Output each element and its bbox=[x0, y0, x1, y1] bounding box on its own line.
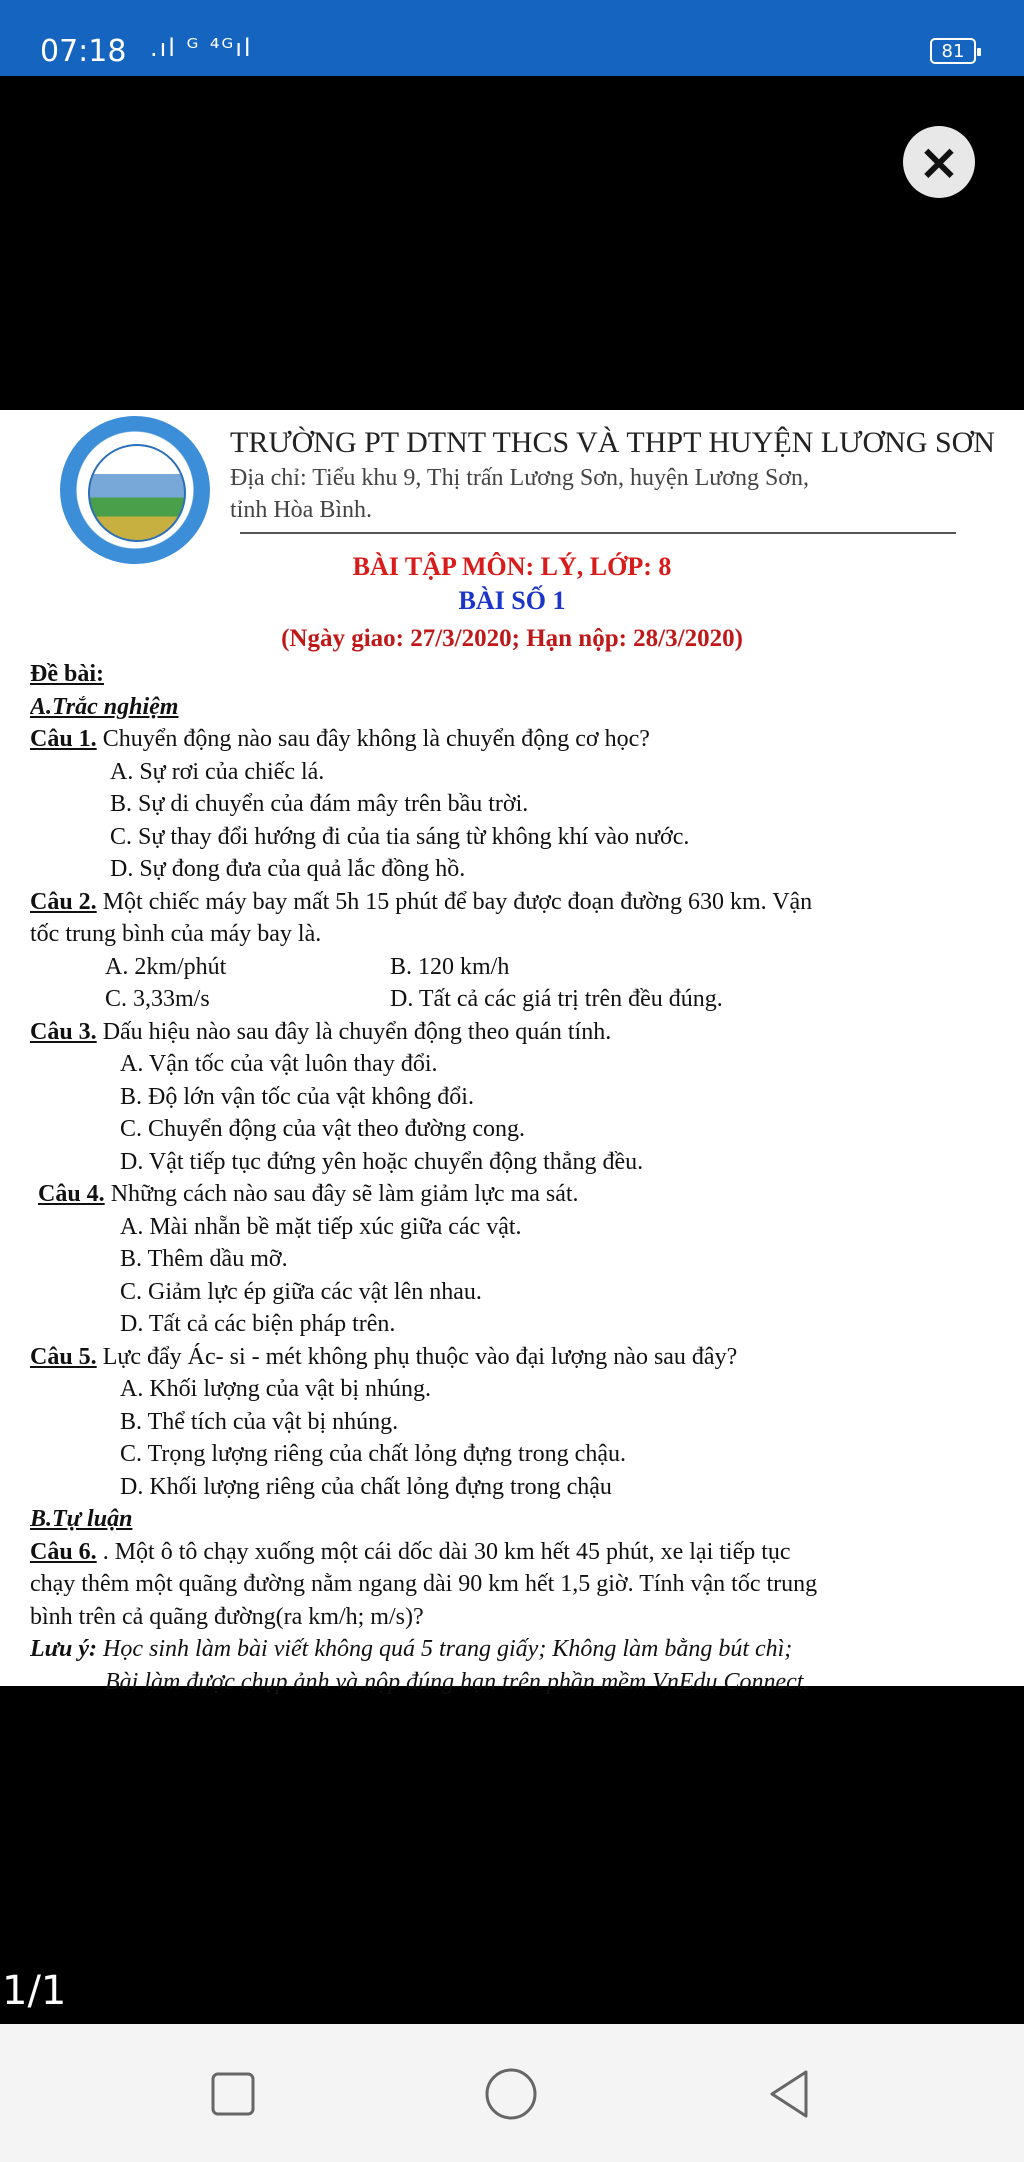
question-3: Câu 3. Dấu hiệu nào sau đây là chuyển động theo quán tính. bbox=[30, 1018, 612, 1045]
assignment-title: BÀI TẬP MÔN: LÝ, LỚP: 8 bbox=[352, 552, 672, 581]
school-name: TRƯỜNG PT DTNT THCS VÀ THPT HUYỆN LƯƠNG SƠN bbox=[230, 426, 995, 459]
q5-option: D. Khối lượng riêng của chất lỏng đựng trong chậu bbox=[120, 1473, 612, 1500]
status-bar bbox=[0, 0, 1024, 76]
q3-option: D. Vật tiếp tục đứng yên hoặc chuyển động thẳng đều. bbox=[120, 1148, 644, 1175]
home-button[interactable] bbox=[481, 2064, 541, 2124]
section-a-heading: A.Trắc nghiệm bbox=[30, 693, 179, 720]
close-button[interactable] bbox=[903, 126, 975, 198]
navigation-bar bbox=[0, 2024, 1024, 2162]
triangle-back-icon bbox=[772, 2072, 806, 2116]
page-indicator: 1/1 bbox=[2, 1968, 67, 2014]
note-cont: Bài làm được chụp ảnh và nộp đúng hạn trên phần mềm VnEdu Connect. bbox=[105, 1668, 810, 1695]
section-b-heading: B.Tự luận bbox=[30, 1506, 133, 1532]
q3-option: B. Độ lớn vận tốc của vật không đổi. bbox=[120, 1083, 474, 1110]
signal-icon: .ıl ᴳ ⁴ᴳıl bbox=[150, 34, 253, 62]
circle-home-icon bbox=[487, 2070, 535, 2118]
question-5: Câu 5. Lực đẩy Ác- si - mét không phụ thuộc vào đại lượng nào sau đây? bbox=[30, 1343, 738, 1370]
q4-option: B. Thêm dầu mỡ. bbox=[120, 1246, 288, 1272]
q2-option: D. Tất cả các giá trị trên đều đúng. bbox=[390, 986, 723, 1012]
school-logo bbox=[60, 416, 210, 564]
q2-option: C. 3,33m/s bbox=[105, 986, 210, 1012]
q2-option-row bbox=[30, 951, 990, 984]
q2-option: B. 120 km/h bbox=[390, 953, 510, 980]
q4-option: C. Giảm lực ép giữa các vật lên nhau. bbox=[120, 1278, 482, 1305]
question-1: Câu 1. Chuyển động nào sau đây không là chuyển động cơ học? bbox=[30, 726, 650, 752]
q2-option: A. 2km/phút bbox=[105, 953, 227, 980]
q4-option: A. Mài nhẵn bề mặt tiếp xúc giữa các vật. bbox=[120, 1213, 522, 1240]
q5-option: A. Khối lượng của vật bị nhúng. bbox=[120, 1376, 431, 1402]
question-6-cont: bình trên cả quãng đường(ra km/h; m/s)? bbox=[30, 1603, 424, 1630]
recents-button[interactable] bbox=[203, 2064, 263, 2124]
header-divider bbox=[240, 532, 956, 534]
question-6: Câu 6. . Một ô tô chạy xuống một cái dốc dài 30 km hết 45 phút, xe lại tiếp tục bbox=[30, 1538, 791, 1565]
question-6-cont: chạy thêm một quãng đường nằm ngang dài 90 km hết 1,5 giờ. Tính vận tốc trung bbox=[30, 1571, 818, 1597]
document-content bbox=[30, 658, 990, 1698]
status-time: 07:18 bbox=[40, 34, 127, 69]
back-button[interactable] bbox=[760, 2064, 820, 2124]
q5-option: B. Thể tích của vật bị nhúng. bbox=[120, 1408, 399, 1435]
de-bai-heading: Đề bài: bbox=[30, 661, 104, 687]
close-icon: × bbox=[918, 133, 960, 191]
document-image bbox=[0, 410, 1024, 1695]
question-4: Câu 4. Những cách nào sau đây sẽ làm giảm lực ma sát. bbox=[38, 1181, 579, 1207]
question-2-cont: tốc trung bình của máy bay là. bbox=[30, 921, 322, 947]
q1-option: C. Sự thay đổi hướng đi của tia sáng từ không khí vào nước. bbox=[110, 823, 690, 850]
q4-option: D. Tất cả các biện pháp trên. bbox=[120, 1311, 396, 1337]
q5-option: C. Trọng lượng riêng của chất lỏng đựng trong chậu. bbox=[120, 1441, 626, 1467]
assignment-number: BÀI SỐ 1 bbox=[458, 586, 566, 615]
school-address: Địa chỉ: Tiểu khu 9, Thị trấn Lương Sơn, huyện Lương Sơn, tỉnh Hòa Bình. bbox=[230, 465, 809, 523]
q1-option: A. Sự rơi của chiếc lá. bbox=[110, 758, 325, 785]
q1-option: B. Sự di chuyển của đám mây trên bầu trời. bbox=[110, 791, 529, 817]
q3-option: A. Vận tốc của vật luôn thay đổi. bbox=[120, 1051, 438, 1077]
question-2: Câu 2. Một chiếc máy bay mất 5h 15 phút để bay được đoạn đường 630 km. Vận bbox=[30, 888, 813, 915]
note: Lưu ý: Học sinh làm bài viết không quá 5 trang giấy; Không làm bằng bút chì; bbox=[30, 1636, 793, 1662]
assignment-dates: (Ngày giao: 27/3/2020; Hạn nộp: 28/3/2020) bbox=[281, 625, 743, 652]
q3-option: C. Chuyển động của vật theo đường cong. bbox=[120, 1116, 525, 1142]
square-recents-icon bbox=[213, 2074, 253, 2114]
battery-icon: 81 bbox=[930, 38, 976, 64]
q2-option-row bbox=[30, 983, 990, 1016]
q1-option: D. Sự đong đưa của quả lắc đồng hồ. bbox=[110, 856, 466, 882]
